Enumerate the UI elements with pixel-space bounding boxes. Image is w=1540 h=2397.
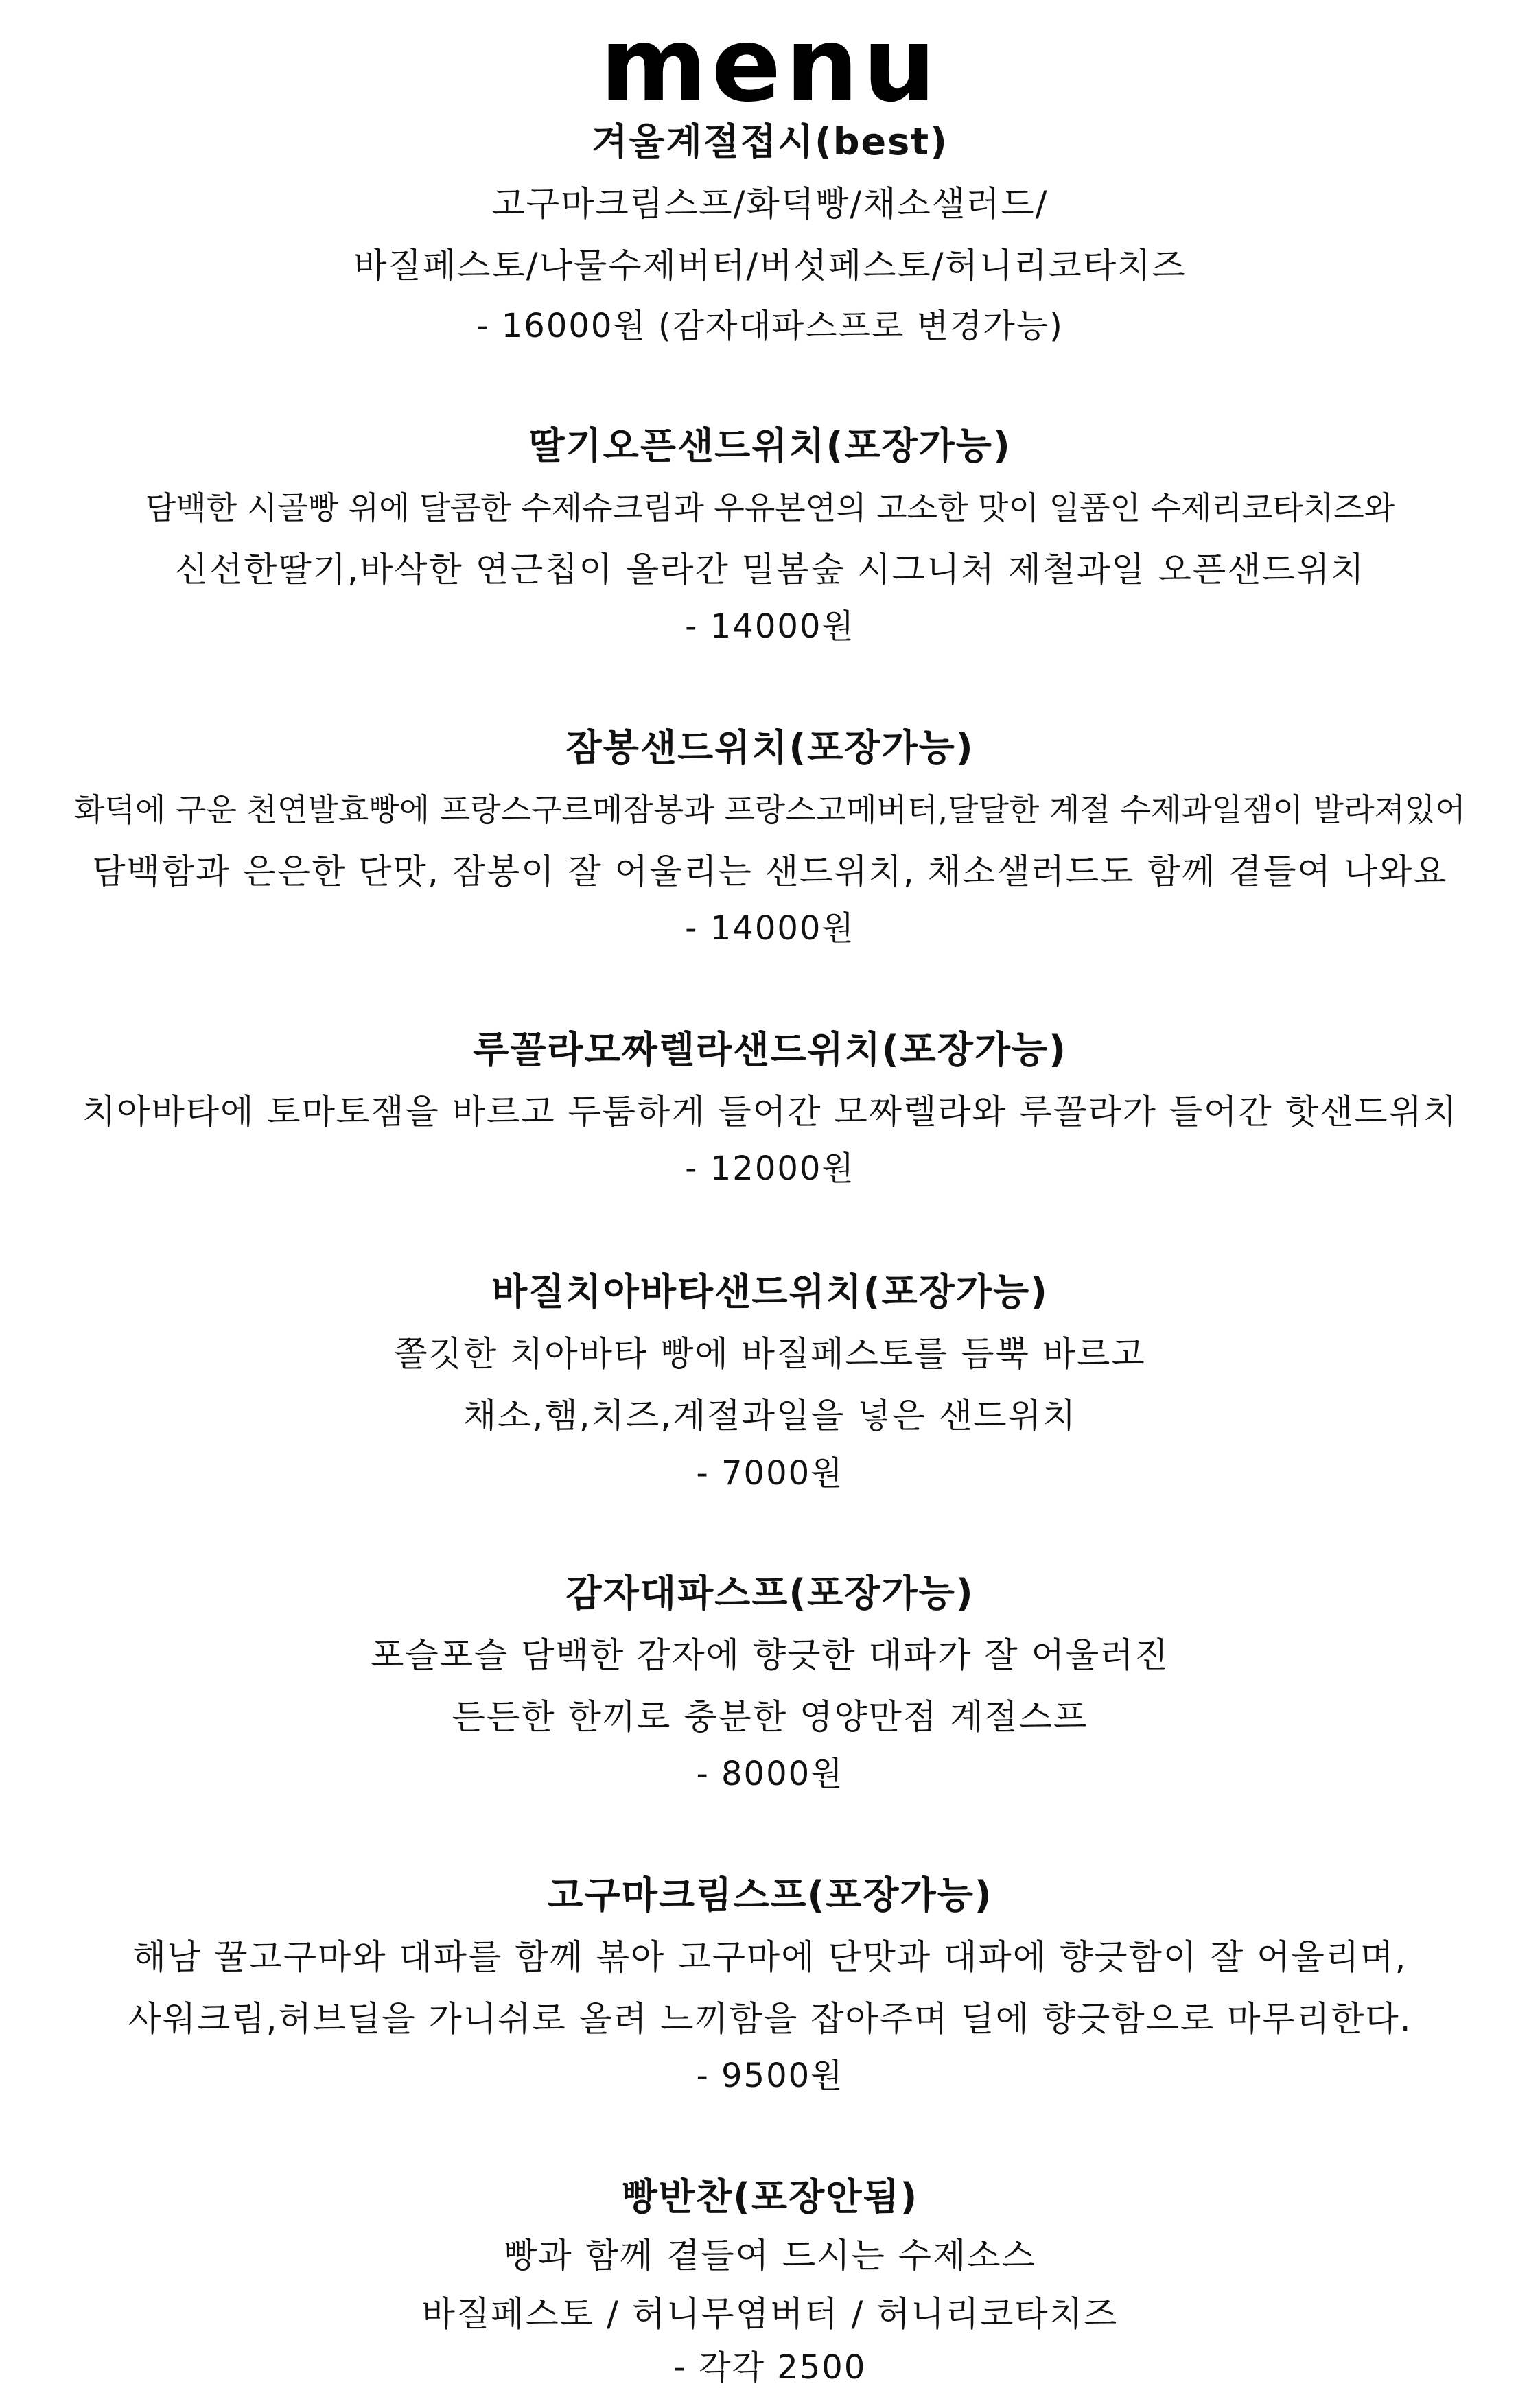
menu-item-name: 잠봉샌드위치(포장가능) bbox=[565, 726, 975, 769]
menu-item-description: 해남 꿀고구마와 대파를 함께 볶아 고구마에 단맛과 대파에 향긋함이 잘 어울리며, bbox=[132, 1937, 1408, 1977]
menu-item-name: 루꼴라모짜렐라샌드위치(포장가능) bbox=[473, 1028, 1067, 1071]
menu-item-description: 바질페스토 / 허니무염버터 / 허니리코타치즈 bbox=[421, 2294, 1119, 2334]
menu-item-name: 고구마크림스프(포장가능) bbox=[547, 1873, 993, 1917]
menu-item-description: 신선한딸기,바삭한 연근칩이 올라간 밀봄숲 시그니처 제철과일 오픈샌드위치 bbox=[174, 550, 1366, 589]
menu-item-price: - 14000원 bbox=[685, 909, 855, 948]
menu-item-price: - 12000원 bbox=[685, 1149, 855, 1188]
menu-item-description: 채소,햄,치즈,계절과일을 넣은 샌드위치 bbox=[463, 1396, 1077, 1436]
menu-item-description: 화덕에 구운 천연발효빵에 프랑스구르메잠봉과 프랑스고메버터,달달한 계절 수제과일잼이 발라져있어 bbox=[74, 791, 1466, 828]
menu-title: menu bbox=[600, 5, 940, 125]
menu-item-price: - 8000원 bbox=[696, 1755, 844, 1793]
menu-item-description: 사워크림,허브딜을 가니쉬로 올려 느끼함을 잡아주며 딜에 향긋함으로 마무리한다. bbox=[128, 1999, 1412, 2039]
menu-item-price: - 16000원 (감자대파스프로 변경가능) bbox=[476, 307, 1064, 345]
menu-item-description: 고구마크림스프/화덕빵/채소샐러드/ bbox=[491, 184, 1049, 224]
menu-item-name: 딸기오픈샌드위치(포장가능) bbox=[528, 424, 1012, 467]
menu-item-price: - 9500원 bbox=[696, 2057, 844, 2095]
menu-item-description: 담백함과 은은한 단맛, 잠봉이 잘 어울리는 샌드위치, 채소샐러드도 함께 곁들여 나와요 bbox=[92, 852, 1448, 891]
menu-item-name: 빵반찬(포장안됨) bbox=[621, 2175, 919, 2219]
menu-item-description: 바질페스토/나물수제버터/버섯페스토/허니리코타치즈 bbox=[353, 246, 1187, 285]
menu-item-price: - 7000원 bbox=[696, 1454, 844, 1493]
menu-item-description: 쫄깃한 치아바타 빵에 바질페스토를 듬뿍 바르고 bbox=[394, 1334, 1146, 1374]
menu-item-description: 치아바타에 토마토잼을 바르고 두툼하게 들어간 모짜렐라와 루꼴라가 들어간 핫샌드위치 bbox=[82, 1092, 1458, 1132]
menu-item-name: 감자대파스프(포장가능) bbox=[565, 1571, 975, 1615]
menu-item-description: 빵과 함께 곁들여 드시는 수제소스 bbox=[504, 2236, 1036, 2276]
menu-item-description: 포슬포슬 담백한 감자에 향긋한 대파가 잘 어울러진 bbox=[371, 1635, 1169, 1675]
menu-item-price: - 각각 2500 bbox=[673, 2348, 867, 2387]
menu-item-name: 바질치아바타샌드위치(포장가능) bbox=[491, 1270, 1049, 1313]
menu-item-description: 든든한 한끼로 충분한 영양만점 계절스프 bbox=[452, 1697, 1088, 1737]
menu-item-price: - 14000원 bbox=[685, 607, 855, 646]
menu-item-name: 겨울계절접시(best) bbox=[592, 120, 948, 163]
menu-item-description: 담백한 시골빵 위에 달콤한 수제슈크림과 우유본연의 고소한 맛이 일품인 수제리코타치즈와 bbox=[145, 489, 1395, 526]
